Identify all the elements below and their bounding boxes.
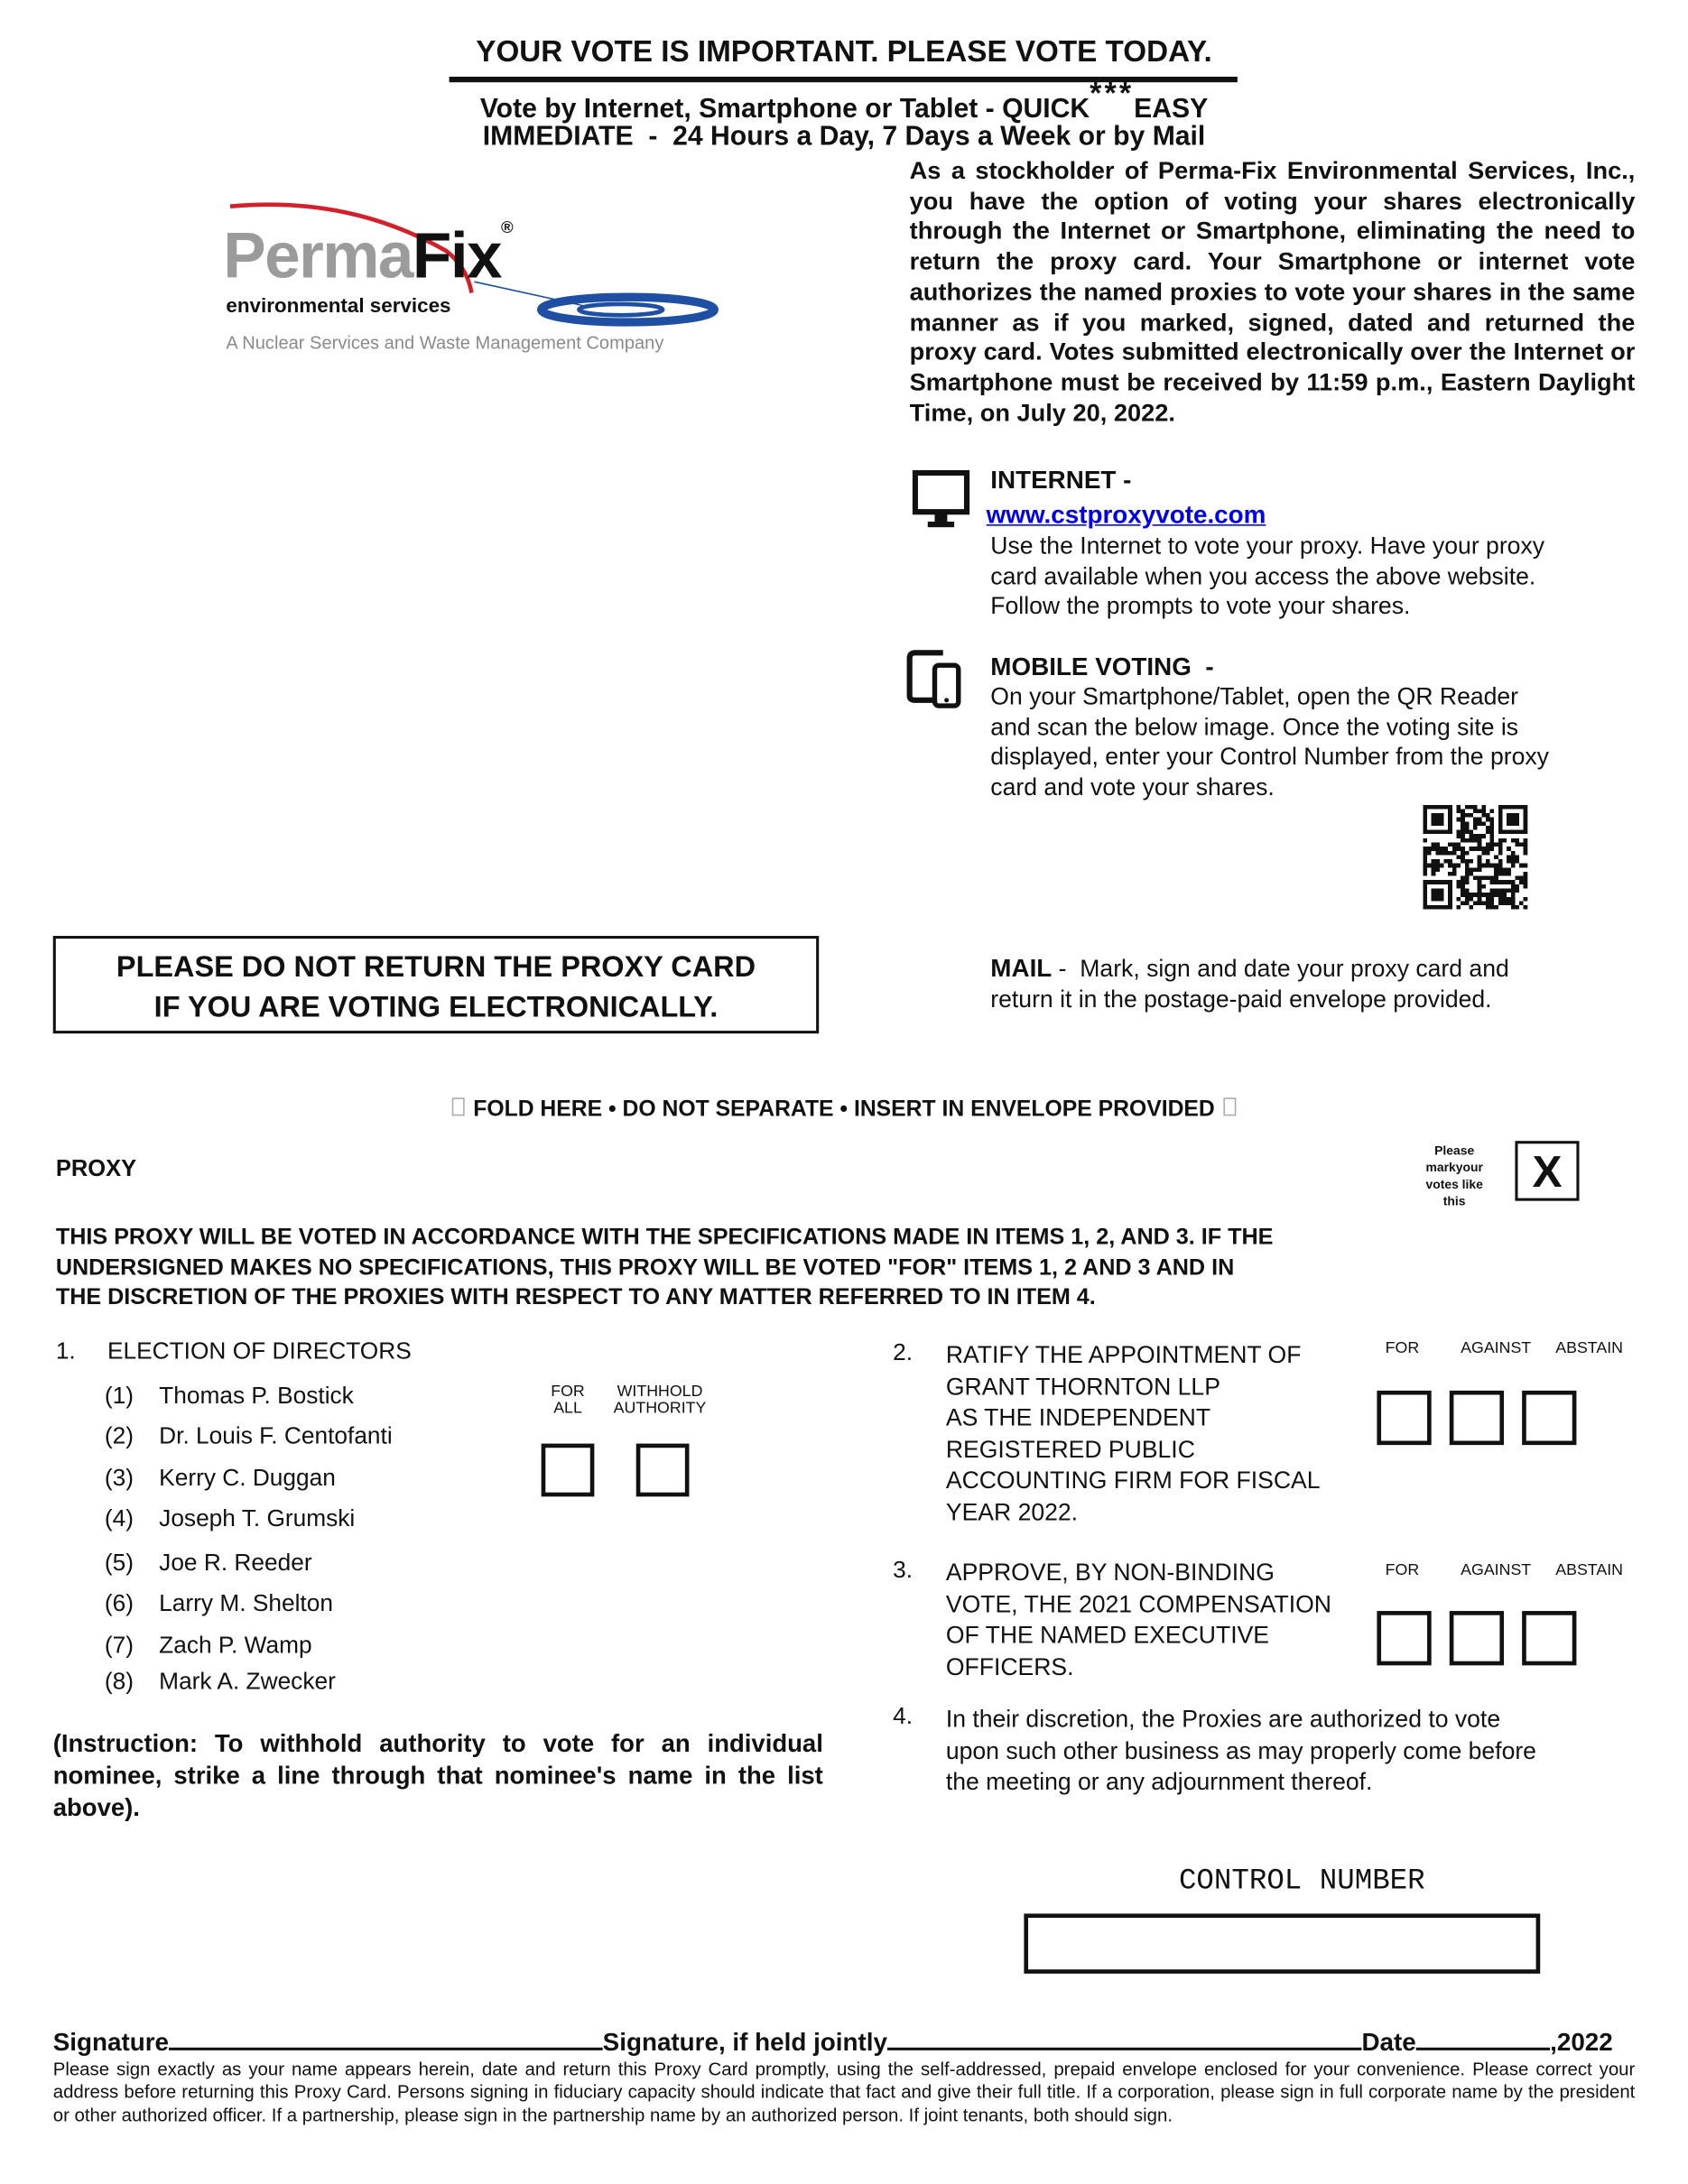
for-header: FOR [1385, 1561, 1420, 1579]
abstain-header: ABSTAIN [1555, 1561, 1623, 1579]
nominee-name: Kerry C. Duggan [159, 1464, 336, 1492]
signing-instructions: Please sign exactly as your name appears herein, date and return this Proxy Card promptly, using the self-addressed, prepaid envelope enclosed for your convenience. Please correct your address before returning this Proxy Card. Persons signing in fiduciary capacity should indicate that fact and give their full title. If a corporation, please sign in full corporate name by the president or other authorized officer. If a partnership, please sign in the partnership name by an authorized person. If joint tenants, both should sign. [52, 2059, 1636, 2126]
hint-line: Please [1434, 1143, 1475, 1158]
item3-abstain-checkbox[interactable] [1522, 1611, 1576, 1665]
text-line: ACCOUNTING FIRM FOR FISCAL [945, 1466, 1321, 1495]
for-all-header [544, 1384, 592, 1417]
header-line: WITHHOLD [617, 1384, 703, 1401]
text-line: OF THE NAMED EXECUTIVE [945, 1620, 1270, 1649]
nominee-row [105, 1590, 333, 1618]
notice-line: IF YOU ARE VOTING ELECTRONICALLY. [153, 991, 719, 1024]
monitor-icon [913, 470, 971, 532]
internet-instructions [990, 532, 1544, 622]
mobile-devices-icon [904, 649, 965, 710]
statement-line: THIS PROXY WILL BE VOTED IN ACCORDANCE WITH THE SPECIFICATIONS MADE IN ITEMS 1, 2, AND 3. IF THE [55, 1224, 1274, 1250]
text-line: VOTE, THE 2021 COMPENSATION [945, 1589, 1331, 1618]
logo-perma: Perma [223, 218, 413, 292]
logo-wordmark [223, 217, 512, 292]
withhold-header [608, 1384, 711, 1417]
item2-abstain-checkbox[interactable] [1522, 1391, 1576, 1445]
item4-text [946, 1703, 1536, 1797]
item3-against-checkbox[interactable] [1450, 1611, 1504, 1665]
electronic-voting-notice [53, 936, 819, 1033]
item-number: 3. [893, 1556, 914, 1584]
control-number-field[interactable] [1024, 1913, 1540, 1973]
text-line: YEAR 2022. [945, 1497, 1079, 1526]
text-line: REGISTERED PUBLIC [945, 1434, 1195, 1463]
item3-for-checkbox[interactable] [1377, 1611, 1431, 1665]
item2-against-checkbox[interactable] [1450, 1391, 1504, 1445]
logo-subtitle: environmental services [226, 295, 451, 319]
nominee-number: (7) [104, 1632, 134, 1659]
header-line: AUTHORITY [613, 1400, 707, 1418]
text-line: card available when you access the above website. [990, 561, 1536, 590]
text-line: the meeting or any adjournment thereof. [945, 1767, 1373, 1796]
nominee-number: (3) [104, 1464, 134, 1492]
signature-label: Signature [52, 2028, 170, 2057]
nominee-name: Thomas P. Bostick [159, 1382, 354, 1409]
instruction-line: above). [52, 1793, 140, 1822]
control-number-label: CONTROL NUMBER [1178, 1865, 1425, 1899]
nominee-name: Mark A. Zwecker [159, 1668, 336, 1695]
text-line: In their discretion, the Proxies are authorized to vote [945, 1704, 1501, 1733]
mobile-heading: MOBILE VOTING - [990, 652, 1214, 681]
for-header: FOR [1385, 1340, 1420, 1357]
fold-line [0, 1097, 1688, 1123]
item2-for-checkbox[interactable] [1377, 1391, 1431, 1445]
signature-row [53, 2028, 1613, 2057]
instruction-line: nominee, strike a line through that nominee's name in the list [52, 1761, 823, 1790]
mobile-instructions [990, 682, 1549, 802]
instruction-line: (Instruction: To withhold authority to vote for an individual [52, 1729, 823, 1758]
notice-line: PLEASE DO NOT RETURN THE PROXY CARD [116, 951, 756, 984]
stars: *** [1090, 75, 1135, 111]
header-line-1 [0, 75, 1688, 125]
against-header: AGAINST [1461, 1340, 1532, 1357]
page-title: YOUR VOTE IS IMPORTANT. PLEASE VOTE TODAY. [476, 34, 1212, 69]
date-year: ,2022 [1550, 2028, 1613, 2057]
nominee-name: Larry M. Shelton [159, 1589, 333, 1617]
proxy-statement [56, 1223, 1274, 1313]
statement-line: THE DISCRETION OF THE PROXIES WITH RESPECT TO ANY MATTER REFERRED TO IN ITEM 4. [55, 1284, 1096, 1310]
joint-signature-label: Signature, if held jointly [602, 2028, 887, 2057]
text-line: Follow the prompts to vote your shares. [990, 591, 1411, 620]
mail-heading: MAIL [990, 954, 1053, 983]
nominee-row [105, 1422, 393, 1450]
signature-line[interactable] [169, 2048, 603, 2050]
logo-registered: ® [501, 217, 513, 237]
date-label: Date [1361, 2028, 1416, 2057]
nominee-number: (6) [104, 1589, 134, 1617]
joint-signature-line[interactable] [887, 2048, 1361, 2050]
item1-title: ELECTION OF DIRECTORS [107, 1337, 412, 1365]
hint-line: markyour [1425, 1160, 1483, 1175]
mail-instructions [990, 954, 1508, 1014]
permafix-logo [223, 195, 725, 362]
logo-fix: Fix [412, 218, 502, 292]
fold-text: FOLD HERE • DO NOT SEPARATE • INSERT IN ENVELOPE PROVIDED [473, 1097, 1215, 1122]
text-line: and scan the below image. Once the voting site is [990, 712, 1519, 741]
text-line: On your Smartphone/Tablet, open the QR Reader [990, 681, 1519, 710]
item2-text [946, 1339, 1321, 1528]
nominee-row [105, 1383, 354, 1411]
logo-tagline: A Nuclear Services and Waste Management Company [226, 331, 664, 354]
item-number: 2. [893, 1338, 914, 1366]
date-line[interactable] [1416, 2048, 1550, 2050]
nominee-row [105, 1550, 312, 1578]
mark-hint [1416, 1143, 1493, 1209]
nominee-number: (8) [104, 1668, 134, 1695]
header-line: FOR [551, 1384, 585, 1401]
nominee-number: (1) [104, 1382, 134, 1409]
nominee-number: (2) [104, 1422, 134, 1449]
nominee-row [105, 1505, 355, 1533]
intro-paragraph: As a stockholder of Perma-Fix Environmental Services, Inc., you have the option of voting your shares electronically through the Internet or Smartphone, eliminating the need to return the proxy card. Your Smartphone or internet vote authorizes the named proxies to vote your shares in the same manner as if you marked, signed, dated and returned the proxy card. Votes submitted electronically over the Internet or Smartphone must be received by 11:59 p.m., Eastern Daylight Time, on July 20, 2022. [909, 156, 1636, 427]
text-line: upon such other business as may properly come before [945, 1735, 1536, 1764]
statement-line: UNDERSIGNED MAKES NO SPECIFICATIONS, THIS PROXY WILL BE VOTED "FOR" ITEMS 1, 2 AND 3 AND IN [55, 1254, 1235, 1280]
header-line: ALL [553, 1400, 582, 1418]
text-line: APPROVE, BY NON-BINDING [945, 1558, 1275, 1587]
withhold-authority-checkbox[interactable] [636, 1444, 690, 1497]
text-line: Use the Internet to vote your proxy. Have your proxy [990, 531, 1545, 560]
internet-voting-link[interactable]: www.cstproxyvote.com [986, 500, 1266, 529]
against-header: AGAINST [1461, 1561, 1532, 1579]
nominee-name: Joseph T. Grumski [159, 1504, 356, 1532]
fold-marker-icon [1223, 1097, 1236, 1115]
text-line: AS THE INDEPENDENT [945, 1402, 1211, 1431]
nominee-number: (5) [104, 1550, 134, 1577]
nominee-name: Joe R. Reeder [159, 1550, 312, 1577]
hint-line: votes like [1425, 1177, 1483, 1191]
hint-line: this [1442, 1193, 1466, 1208]
proxy-label: PROXY [55, 1156, 137, 1182]
internet-heading: INTERNET - [990, 466, 1132, 495]
text-line: RATIFY THE APPOINTMENT OF [945, 1340, 1302, 1369]
nominee-row [105, 1668, 336, 1696]
item3-text [946, 1557, 1331, 1682]
mark-example-box: X [1515, 1141, 1579, 1200]
withhold-instruction [53, 1728, 823, 1825]
text-line: return it in the postage-paid envelope provided. [990, 984, 1492, 1013]
nominee-row [105, 1632, 312, 1660]
header-line-2: IMMEDIATE - 24 Hours a Day, 7 Days a Week or by Mail [482, 121, 1206, 153]
item-number: 4. [893, 1703, 914, 1730]
text-line: GRANT THORNTON LLP [945, 1371, 1220, 1400]
header-line-1-left: Vote by Internet, Smartphone or Tablet - QUICK [479, 93, 1090, 125]
nominee-name: Zach P. Wamp [159, 1632, 312, 1659]
abstain-header: ABSTAIN [1555, 1340, 1623, 1357]
text-line: - Mark, sign and date your proxy card and [1052, 954, 1509, 983]
nominee-number: (4) [104, 1504, 134, 1532]
header-line-1-right: EASY [1134, 93, 1209, 125]
item-number: 1. [55, 1337, 76, 1365]
fold-marker-icon [452, 1097, 465, 1115]
nominee-name: Dr. Louis F. Centofanti [159, 1422, 393, 1449]
text-line: card and vote your shares. [990, 772, 1275, 800]
for-all-checkbox[interactable] [542, 1444, 595, 1497]
text-line: OFFICERS. [945, 1652, 1074, 1680]
qr-code [1423, 805, 1527, 910]
text-line: displayed, enter your Control Number from the proxy [990, 742, 1549, 771]
nominee-row [105, 1465, 336, 1493]
